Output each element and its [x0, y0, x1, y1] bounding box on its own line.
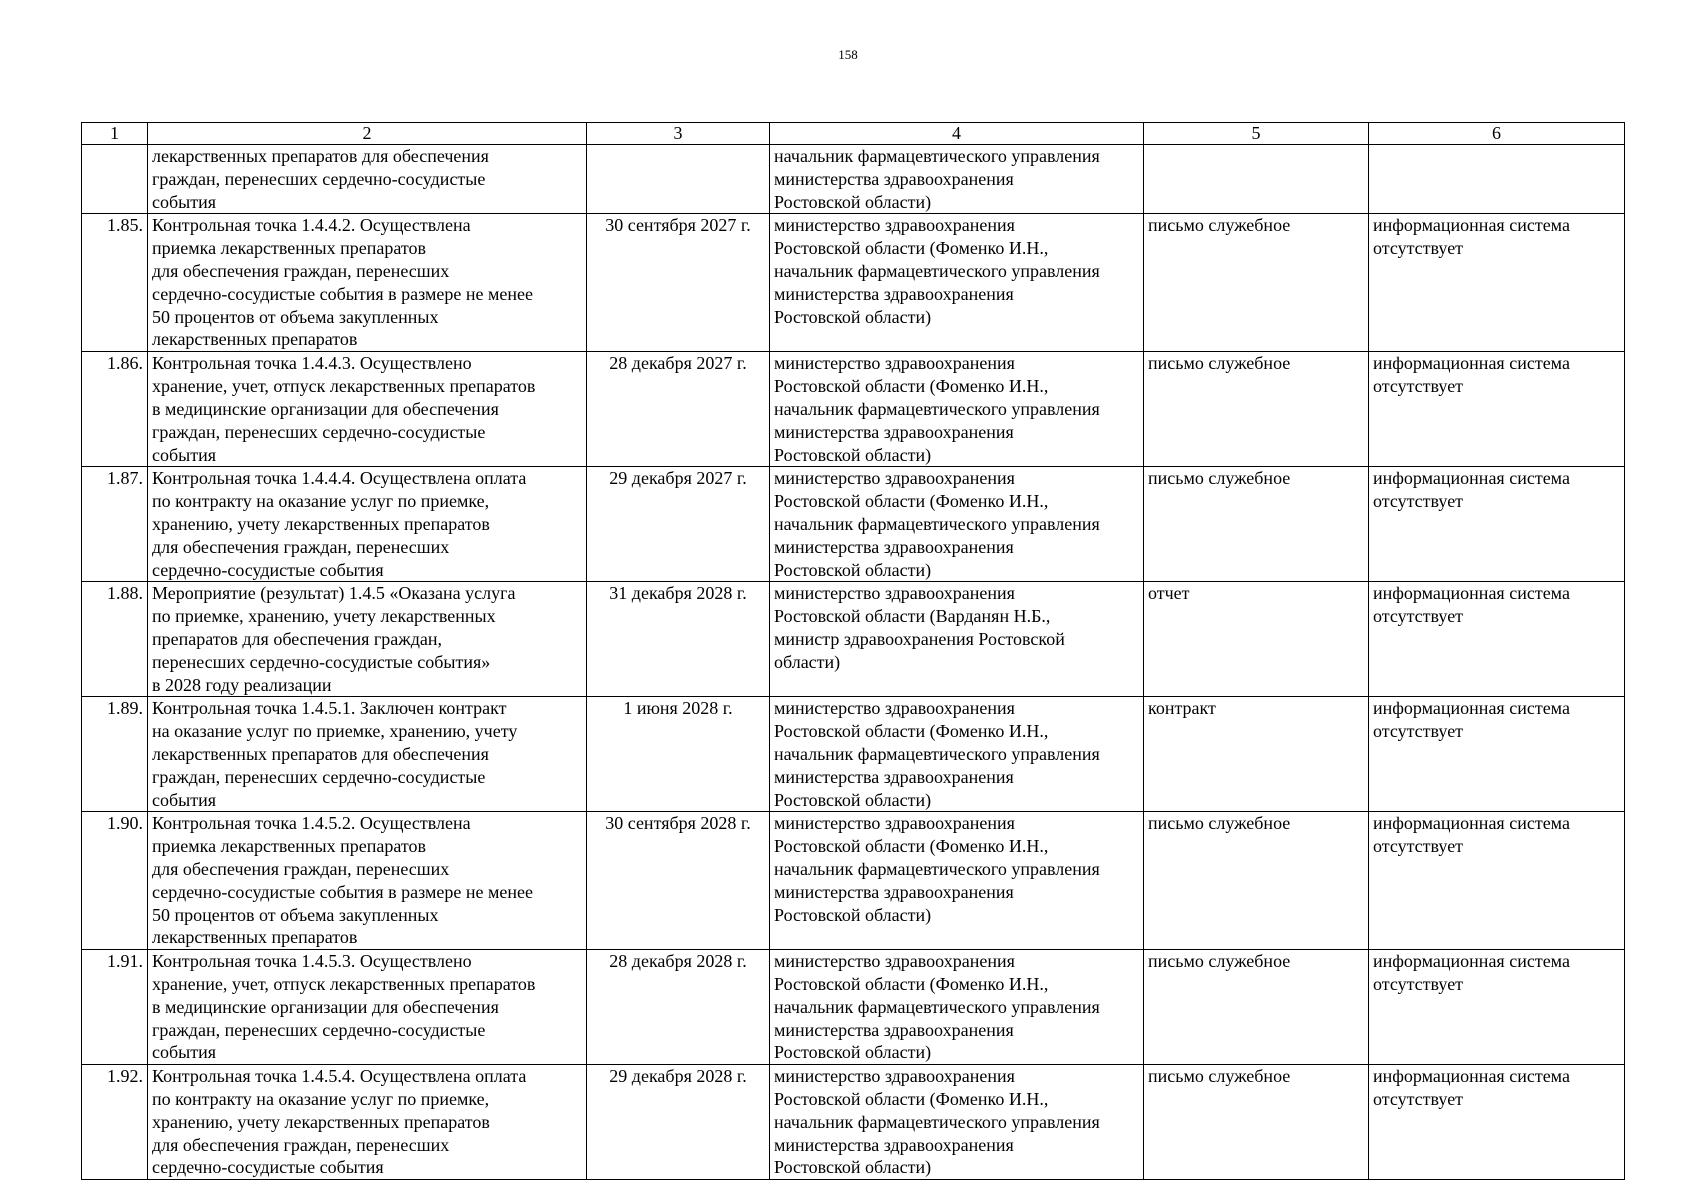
cell-text-line: отсутствует: [1373, 836, 1464, 857]
cell-text-line: сердечно-сосудистые события: [152, 559, 384, 580]
document-type-cell: [1144, 145, 1369, 214]
cell-text-line: Контрольная точка 1.4.4.3. Осуществлено: [152, 353, 472, 374]
cell-text-line: перенесших сердечно-сосудистые события»: [152, 651, 491, 672]
cell-text-line: информационная система: [1373, 583, 1570, 604]
cell-text-line: начальник фармацевтического управления: [774, 260, 1100, 281]
cell-text-line: хранению, учету лекарственных препаратов: [152, 513, 490, 534]
cell-text-line: Ростовской области): [774, 1157, 932, 1178]
table-body: [82, 145, 1625, 1180]
info-system-cell: [1369, 145, 1625, 214]
document-type-cell: письмо служебное: [1144, 812, 1369, 950]
deadline-cell: 28 декабря 2027 г.: [587, 352, 770, 467]
cell-text-line: хранение, учет, отпуск лекарственных препаратов: [152, 376, 536, 397]
cell-text-line: министерства здравоохранения: [774, 766, 1014, 787]
deadline-cell: 28 декабря 2028 г.: [587, 950, 770, 1065]
cell-text-line: информационная система: [1373, 215, 1570, 236]
deadline-cell: 1 июня 2028 г.: [587, 697, 770, 812]
cell-text-line: Ростовской области): [774, 904, 932, 925]
responsible-cell: [770, 145, 1144, 214]
cell-text-line: Ростовской области (Фоменко И.Н.,: [774, 973, 1049, 994]
cell-text-line: на оказание услуг по приемке, хранению, учету: [152, 721, 518, 742]
cell-text-line: Контрольная точка 1.4.5.4. Осуществлена оплата: [152, 1066, 527, 1087]
column-header: 4: [770, 123, 1144, 145]
cell-text-line: лекарственных препаратов: [152, 927, 358, 948]
cell-text-line: лекарственных препаратов для обеспечения: [152, 743, 489, 764]
info-system-cell: [1369, 950, 1625, 1065]
cell-text-line: события: [152, 191, 217, 212]
cell-text-line: Ростовской области): [774, 306, 932, 327]
row-number-cell: [82, 145, 148, 214]
cell-text-line: Ростовской области (Фоменко И.Н.,: [774, 836, 1049, 857]
info-system-cell: [1369, 467, 1625, 582]
cell-text-line: отсутствует: [1373, 1088, 1464, 1109]
cell-text-line: в медицинские организации для обеспечения: [152, 996, 499, 1017]
cell-text-line: Контрольная точка 1.4.5.1. Заключен контракт: [152, 698, 507, 719]
row-number-cell: 1.89.: [82, 697, 148, 812]
table-row: [82, 352, 1625, 467]
cell-text-line: лекарственных препаратов для обеспечения: [152, 146, 489, 166]
cell-text-line: министерство здравоохранения: [774, 951, 1015, 972]
cell-text-line: события: [152, 444, 217, 465]
info-system-cell: [1369, 697, 1625, 812]
cell-text-line: начальник фармацевтического управления: [774, 398, 1100, 419]
cell-text-line: для обеспечения граждан, перенесших: [152, 260, 450, 281]
table-row: [82, 214, 1625, 352]
cell-text-line: Ростовской области): [774, 559, 932, 580]
document-type-cell: письмо служебное: [1144, 214, 1369, 352]
responsible-cell: [770, 467, 1144, 582]
document-type-cell: письмо служебное: [1144, 1065, 1369, 1180]
row-number-cell: 1.90.: [82, 812, 148, 950]
cell-text-line: по приемке, хранению, учету лекарственных: [152, 606, 496, 627]
cell-text-line: Ростовской области (Фоменко И.Н.,: [774, 1088, 1049, 1109]
cell-text-line: по контракту на оказание услуг по приемке,: [152, 1088, 490, 1109]
cell-text-line: информационная система: [1373, 1066, 1570, 1087]
cell-text-line: сердечно-сосудистые события в размере не менее: [152, 283, 533, 304]
description-cell: [148, 145, 587, 214]
cell-text-line: приемка лекарственных препаратов: [152, 836, 427, 857]
document-type-cell: отчет: [1144, 582, 1369, 697]
row-number-cell: 1.85.: [82, 214, 148, 352]
cell-text-line: Ростовской области (Фоменко И.Н.,: [774, 238, 1049, 259]
row-number-cell: 1.86.: [82, 352, 148, 467]
row-number-cell: 1.88.: [82, 582, 148, 697]
cell-text-line: отсутствует: [1373, 238, 1464, 259]
deadline-cell: 30 сентября 2028 г.: [587, 812, 770, 950]
cell-text-line: министерства здравоохранения: [774, 1019, 1014, 1040]
responsible-cell: [770, 352, 1144, 467]
info-system-cell: [1369, 352, 1625, 467]
cell-text-line: Контрольная точка 1.4.4.4. Осуществлена оплата: [152, 468, 527, 489]
cell-text-line: для обеспечения граждан, перенесших: [152, 1134, 450, 1155]
table-row: [82, 950, 1625, 1065]
info-system-cell: [1369, 812, 1625, 950]
cell-text-line: информационная система: [1373, 353, 1570, 374]
cell-text-line: по контракту на оказание услуг по приемке,: [152, 491, 490, 512]
deadline-cell: 29 декабря 2027 г.: [587, 467, 770, 582]
cell-text-line: начальник фармацевтического управления: [774, 743, 1100, 764]
cell-text-line: в 2028 году реализации: [152, 674, 332, 695]
cell-text-line: Ростовской области): [774, 444, 932, 465]
cell-text-line: начальник фармацевтического управления: [774, 146, 1100, 166]
cell-text-line: министерство здравоохранения: [774, 468, 1015, 489]
cell-text-line: начальник фармацевтического управления: [774, 858, 1100, 879]
deadline-cell: [587, 145, 770, 214]
responsible-cell: [770, 1065, 1144, 1180]
cell-text-line: в медицинские организации для обеспечения: [152, 398, 499, 419]
column-header: 1: [82, 123, 148, 145]
cell-text-line: министерства здравоохранения: [774, 536, 1014, 557]
plan-table: [81, 122, 1625, 1180]
table-row: [82, 582, 1625, 697]
cell-text-line: для обеспечения граждан, перенесших: [152, 536, 450, 557]
cell-text-line: министерства здравоохранения: [774, 421, 1014, 442]
document-type-cell: письмо служебное: [1144, 467, 1369, 582]
cell-text-line: начальник фармацевтического управления: [774, 996, 1100, 1017]
cell-text-line: министерство здравоохранения: [774, 1066, 1015, 1087]
cell-text-line: начальник фармацевтического управления: [774, 1111, 1100, 1132]
cell-text-line: хранению, учету лекарственных препаратов: [152, 1111, 490, 1132]
responsible-cell: [770, 214, 1144, 352]
cell-text-line: Мероприятие (результат) 1.4.5 «Оказана услуга: [152, 583, 516, 604]
cell-text-line: отсутствует: [1373, 376, 1464, 397]
cell-text-line: сердечно-сосудистые события в размере не менее: [152, 881, 533, 902]
cell-text-line: граждан, перенесших сердечно-сосудистые: [152, 168, 486, 189]
description-cell: [148, 352, 587, 467]
info-system-cell: [1369, 582, 1625, 697]
cell-text-line: граждан, перенесших сердечно-сосудистые: [152, 766, 486, 787]
description-cell: [148, 1065, 587, 1180]
cell-text-line: министерства здравоохранения: [774, 168, 1014, 189]
cell-text-line: Ростовской области): [774, 1042, 932, 1063]
column-header: 3: [587, 123, 770, 145]
cell-text-line: министр здравоохранения Ростовской: [774, 628, 1065, 649]
cell-text-line: информационная система: [1373, 813, 1570, 834]
info-system-cell: [1369, 214, 1625, 352]
cell-text-line: министерства здравоохранения: [774, 881, 1014, 902]
cell-text-line: 50 процентов от объема закупленных: [152, 904, 439, 925]
cell-text-line: граждан, перенесших сердечно-сосудистые: [152, 421, 486, 442]
deadline-cell: 30 сентября 2027 г.: [587, 214, 770, 352]
cell-text-line: Контрольная точка 1.4.5.3. Осуществлено: [152, 951, 472, 972]
row-number-cell: 1.92.: [82, 1065, 148, 1180]
cell-text-line: сердечно-сосудистые события: [152, 1157, 384, 1178]
cell-text-line: министерство здравоохранения: [774, 353, 1015, 374]
cell-text-line: препаратов для обеспечения граждан,: [152, 628, 443, 649]
page-number: 158: [838, 47, 858, 62]
description-cell: [148, 697, 587, 812]
responsible-cell: [770, 812, 1144, 950]
cell-text-line: министерство здравоохранения: [774, 698, 1015, 719]
row-number-cell: 1.91.: [82, 950, 148, 1065]
header-row: [82, 123, 1625, 145]
cell-text-line: 50 процентов от объема закупленных: [152, 306, 439, 327]
cell-text-line: министерство здравоохранения: [774, 215, 1015, 236]
cell-text-line: министерства здравоохранения: [774, 1134, 1014, 1155]
cell-text-line: отсутствует: [1373, 721, 1464, 742]
cell-text-line: лекарственных препаратов: [152, 329, 358, 350]
cell-text-line: Ростовской области (Фоменко И.Н.,: [774, 376, 1049, 397]
cell-text-line: отсутствует: [1373, 606, 1464, 627]
document-type-cell: письмо служебное: [1144, 950, 1369, 1065]
cell-text-line: Контрольная точка 1.4.4.2. Осуществлена: [152, 215, 471, 236]
cell-text-line: министерство здравоохранения: [774, 583, 1015, 604]
responsible-cell: [770, 697, 1144, 812]
table-row: [82, 145, 1625, 214]
cell-text-line: информационная система: [1373, 951, 1570, 972]
cell-text-line: приемка лекарственных препаратов: [152, 238, 427, 259]
column-header: 5: [1144, 123, 1369, 145]
cell-text-line: информационная система: [1373, 698, 1570, 719]
description-cell: [148, 582, 587, 697]
cell-text-line: начальник фармацевтического управления: [774, 513, 1100, 534]
table-row: [82, 467, 1625, 582]
column-header: 6: [1369, 123, 1625, 145]
cell-text-line: Контрольная точка 1.4.5.2. Осуществлена: [152, 813, 471, 834]
description-cell: [148, 467, 587, 582]
cell-text-line: Ростовской области): [774, 191, 932, 212]
table-row: [82, 697, 1625, 812]
cell-text-line: министерство здравоохранения: [774, 813, 1015, 834]
cell-text-line: Ростовской области (Варданян Н.Б.,: [774, 606, 1051, 627]
table-row: [82, 1065, 1625, 1180]
responsible-cell: [770, 950, 1144, 1065]
cell-text-line: события: [152, 789, 217, 810]
info-system-cell: [1369, 1065, 1625, 1180]
description-cell: [148, 214, 587, 352]
cell-text-line: Ростовской области (Фоменко И.Н.,: [774, 721, 1049, 742]
cell-text-line: события: [152, 1042, 217, 1063]
cell-text-line: министерства здравоохранения: [774, 283, 1014, 304]
cell-text-line: для обеспечения граждан, перенесших: [152, 858, 450, 879]
cell-text-line: Ростовской области): [774, 789, 932, 810]
responsible-cell: [770, 582, 1144, 697]
cell-text-line: граждан, перенесших сердечно-сосудистые: [152, 1019, 486, 1040]
cell-text-line: Ростовской области (Фоменко И.Н.,: [774, 491, 1049, 512]
cell-text-line: области): [774, 651, 841, 672]
deadline-cell: 31 декабря 2028 г.: [587, 582, 770, 697]
table-row: [82, 812, 1625, 950]
description-cell: [148, 812, 587, 950]
description-cell: [148, 950, 587, 1065]
row-number-cell: 1.87.: [82, 467, 148, 582]
cell-text-line: хранение, учет, отпуск лекарственных препаратов: [152, 973, 536, 994]
column-header: 2: [148, 123, 587, 145]
document-type-cell: контракт: [1144, 697, 1369, 812]
cell-text-line: отсутствует: [1373, 491, 1464, 512]
deadline-cell: 29 декабря 2028 г.: [587, 1065, 770, 1180]
cell-text-line: отсутствует: [1373, 973, 1464, 994]
cell-text-line: информационная система: [1373, 468, 1570, 489]
document-type-cell: письмо служебное: [1144, 352, 1369, 467]
